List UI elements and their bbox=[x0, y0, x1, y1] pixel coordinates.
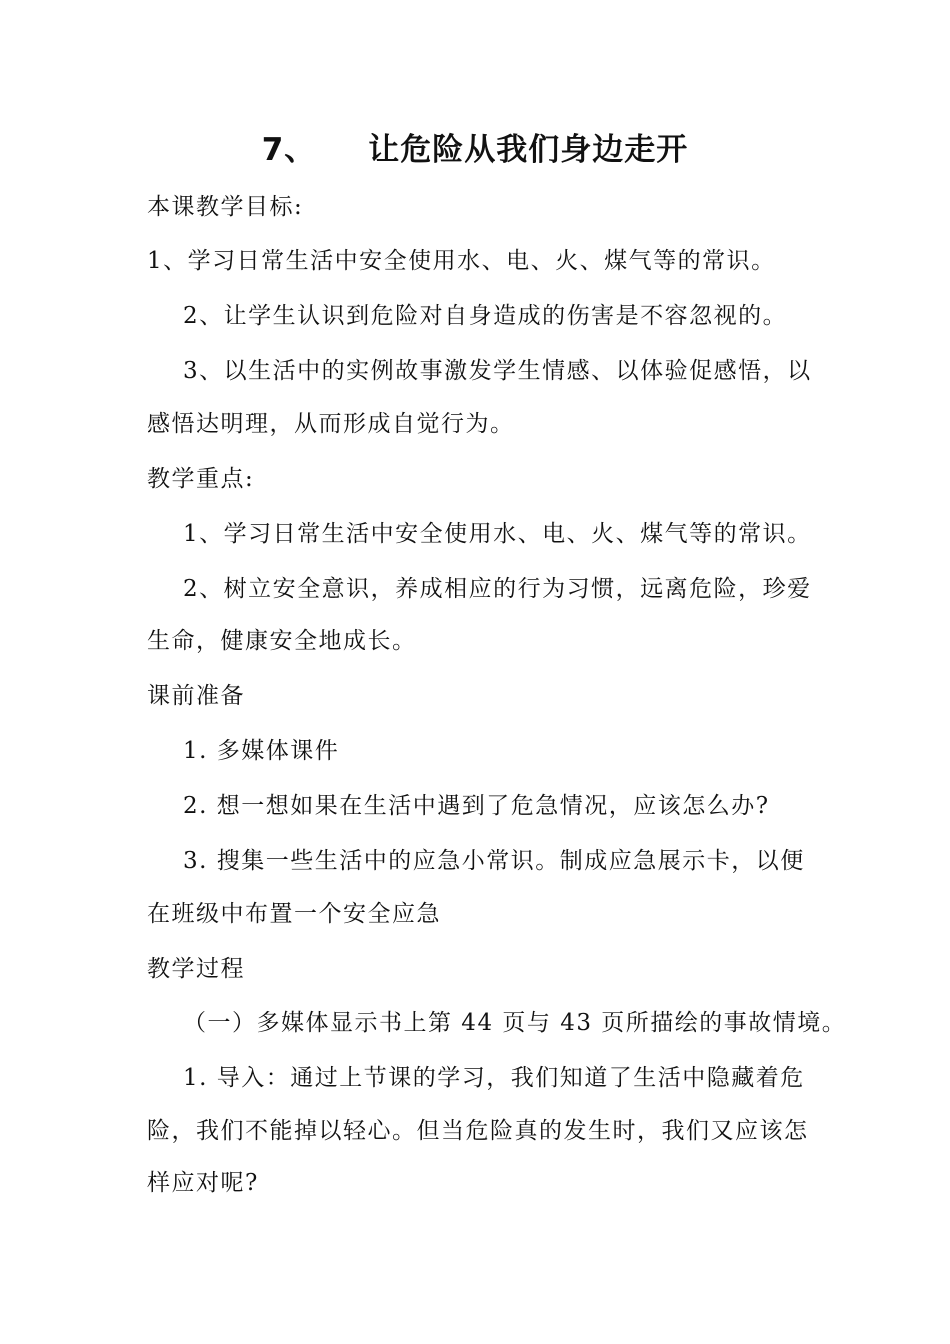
preparation-item-1: 1. 多媒体课件 bbox=[183, 738, 340, 764]
objective-item-3-continued: 感悟达明理，从而形成自觉行为。 bbox=[147, 411, 515, 437]
preparation-item-2: 2. 想一想如果在生活中遇到了危急情况，应该怎么办? bbox=[183, 793, 770, 819]
preparation-item-3-continued: 在班级中布置一个安全应急 bbox=[147, 901, 441, 927]
preparation-item-3: 3. 搜集一些生活中的应急小常识。制成应急展示卡，以便 bbox=[183, 848, 805, 874]
key-point-item-2: 2、树立安全意识，养成相应的行为习惯，远离危险，珍爱 bbox=[183, 576, 812, 602]
process-intro-line-3: 样应对呢? bbox=[147, 1170, 259, 1196]
section-heading-process: 教学过程 bbox=[147, 956, 245, 982]
title-text: 让危险从我们身边走开 bbox=[368, 132, 689, 168]
title-number: 7、 bbox=[261, 132, 317, 168]
key-point-item-1: 1、学习日常生活中安全使用水、电、火、煤气等的常识。 bbox=[183, 521, 812, 547]
objective-item-3: 3、以生活中的实例故事激发学生情感、以体验促感悟，以 bbox=[183, 358, 812, 384]
key-point-item-2-continued: 生命，健康安全地成长。 bbox=[147, 628, 417, 654]
section-heading-objectives: 本课教学目标: bbox=[147, 194, 304, 220]
section-heading-key-points: 教学重点: bbox=[147, 466, 255, 492]
process-intro-line-2: 险，我们不能掉以轻心。但当危险真的发生时，我们又应该怎 bbox=[147, 1118, 809, 1144]
objective-item-1: 1、学习日常生活中安全使用水、电、火、煤气等的常识。 bbox=[147, 248, 776, 274]
process-intro-line-1: 1. 导入：通过上节课的学习，我们知道了生活中隐藏着危 bbox=[183, 1065, 805, 1091]
objective-item-2: 2、让学生认识到危险对自身造成的伤害是不容忽视的。 bbox=[183, 303, 788, 329]
section-heading-preparation: 课前准备 bbox=[147, 683, 245, 709]
process-step-1: （一）多媒体显示书上第 44 页与 43 页所描绘的事故情境。 bbox=[183, 1010, 847, 1036]
document-title bbox=[0, 128, 950, 172]
